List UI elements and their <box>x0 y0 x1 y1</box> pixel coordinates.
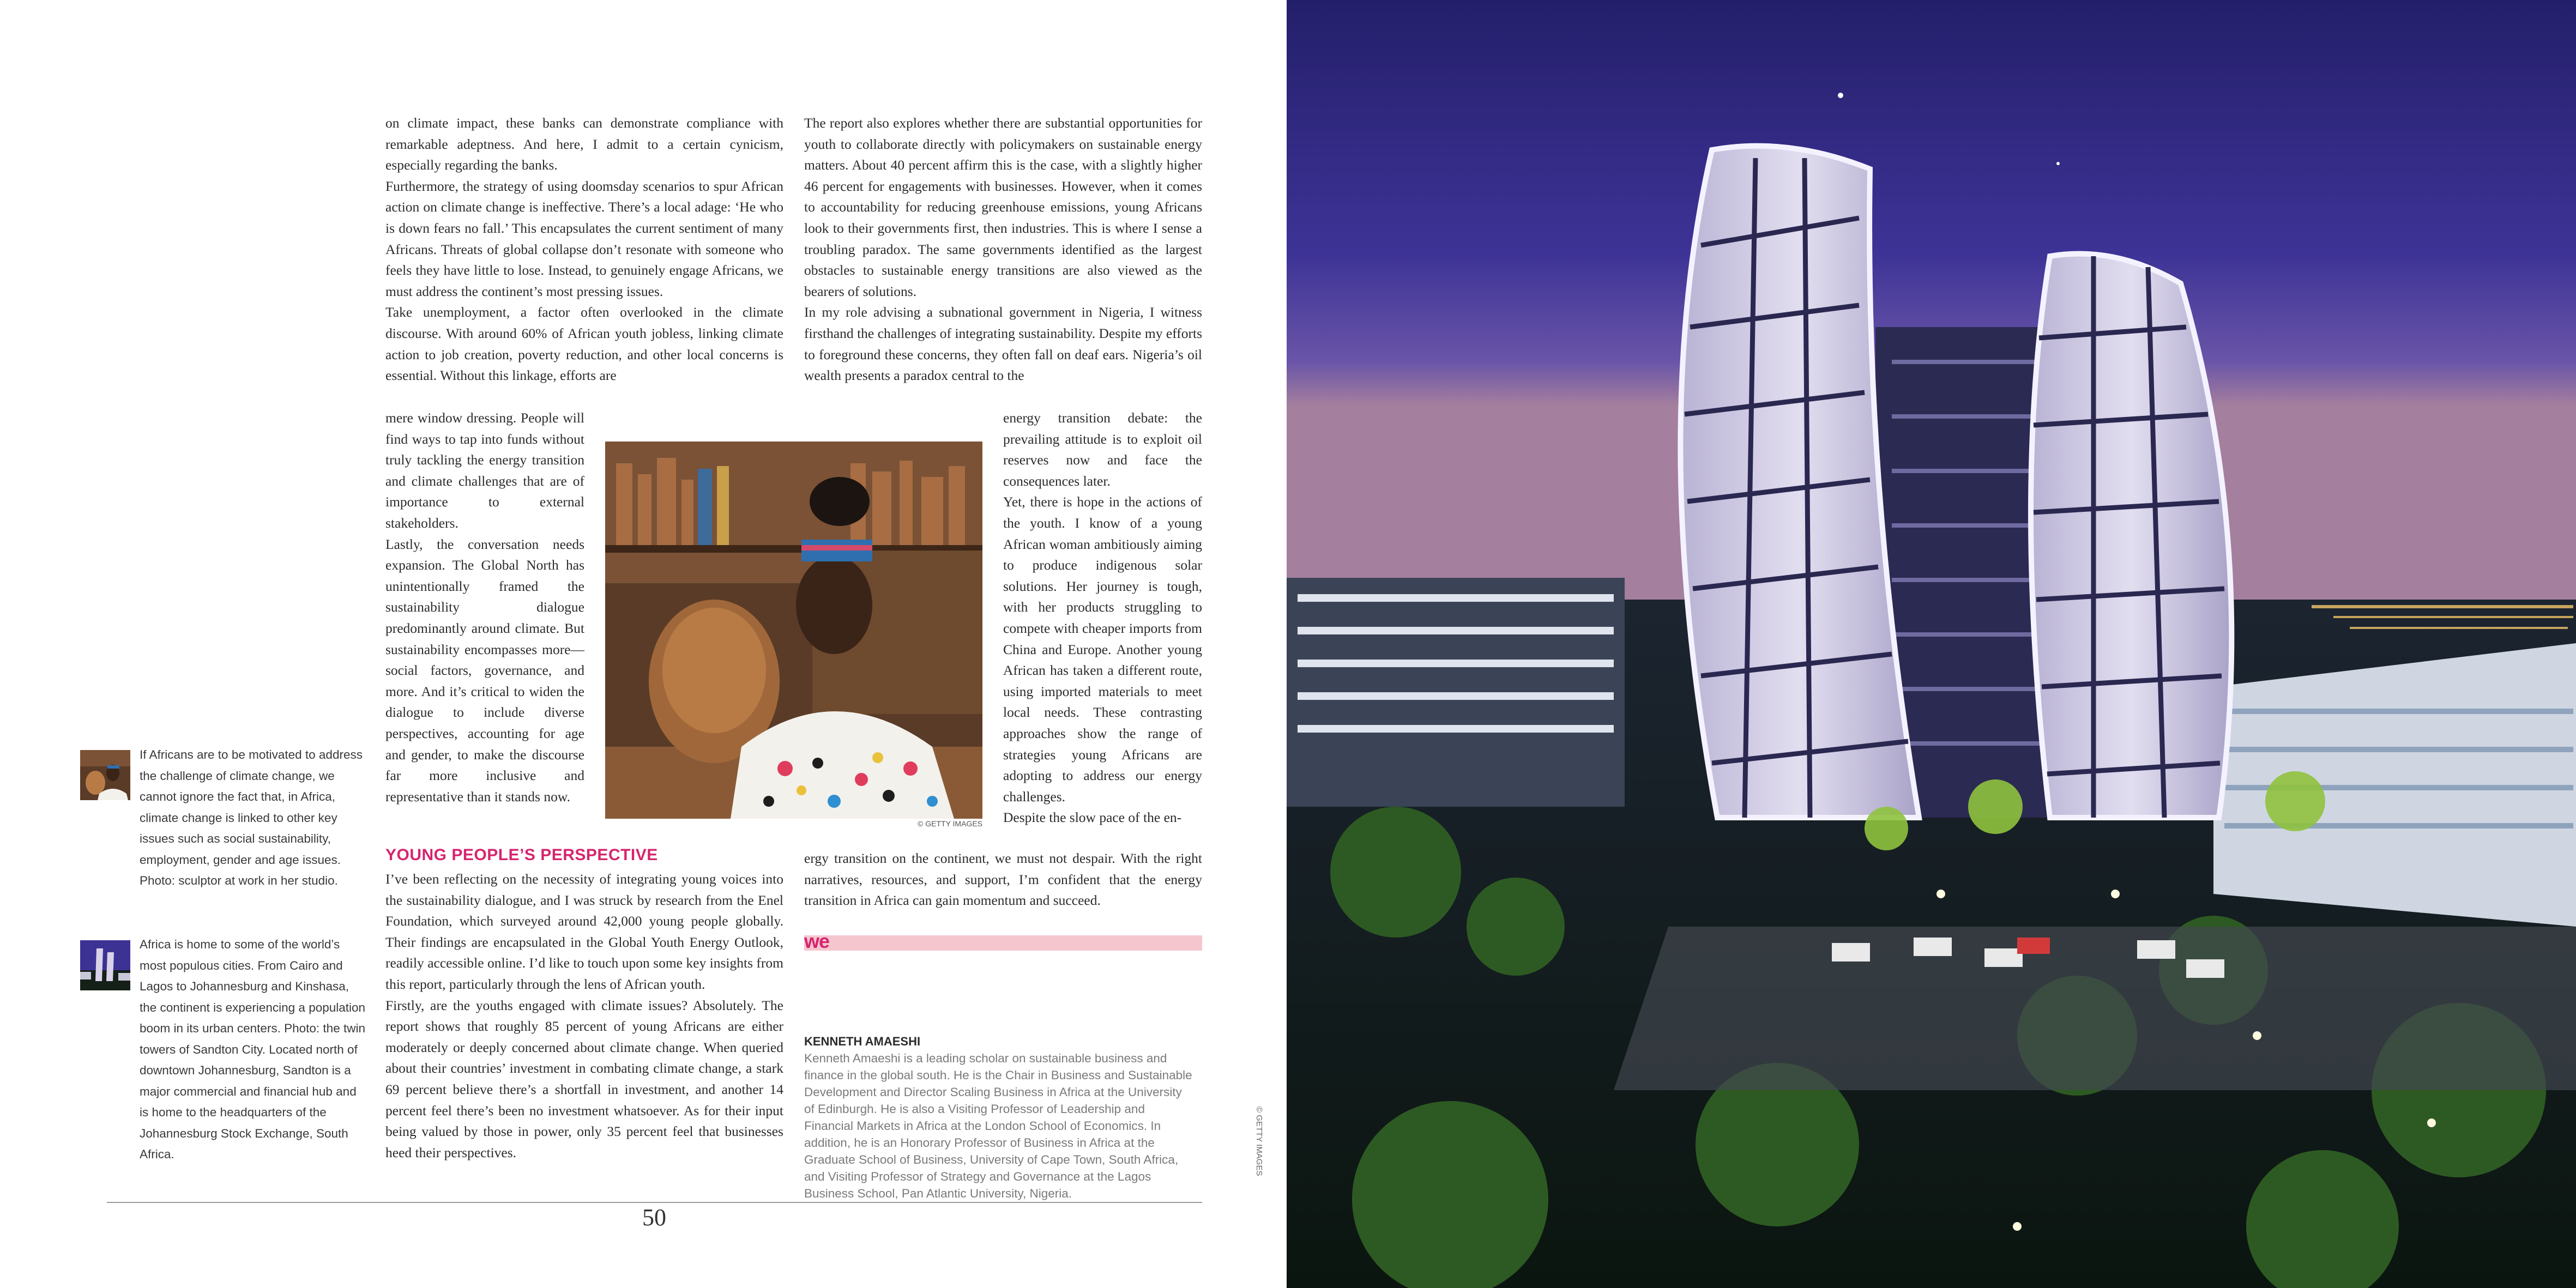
article-column-1-wrap <box>385 408 584 807</box>
footer-rule <box>107 1202 1202 1203</box>
photo-credit: © GETTY IMAGES <box>918 819 982 828</box>
paragraph: Furthermore, the strategy of using doomsday scenarios to spur African action on climate change is ineffective. There’s a local adage: ‘He who is down fears no fall.’ This encapsulates the current sentiment of many Africans. Threats of global collapse don’t resonate with someone who feels they have little to lose. Instead, to genuinely engage Africans, we must address the continent’s most pressing issues. <box>385 178 783 299</box>
sculptor-illustration <box>605 442 982 819</box>
sculptor-thumbnail-image <box>80 750 130 800</box>
we-divider-bar <box>804 935 1202 951</box>
section-heading: YOUNG PEOPLE’S PERSPECTIVE <box>385 846 658 864</box>
paragraph: mere window dressing. People will find ways to tap into funds without truly tackling the energy transition and climate challenges that are of importance to external stakeholders. <box>385 410 584 531</box>
sculptor-photo <box>605 442 982 819</box>
paragraph: Firstly, are the youths engaged with climate issues? Absolutely. The report shows that roughly 85 percent of young Africans are either moderately or deeply concerned about climate change. When queried about their countries’ investment in combating climate change, a stark 69 percent believe there’s a shortfall in investment, and another 14 percent feel there’s been no investment whatsoever. As for their input being valued by those in power, only 35 percent feel that businesses heed their perspectives. <box>385 997 783 1160</box>
paragraph: The report also explores whether there are substantial opportunities for youth to collaborate directly with policymakers on sustainable energy matters. About 40 percent affirm this is the case, with a slightly higher 46 percent for engagements with businesses. However, when it comes to accountability for reducing greenhouse emissions, young Africans look to their governments first, then industries. This is where I sense a troubling paradox. The same governments identified as the largest obstacles to sustainable energy transitions are also viewed as the bearers of solutions. <box>804 115 1202 299</box>
paragraph: energy transition debate: the prevailing attitude is to exploit oil reserves now and face the consequences later. <box>1003 410 1202 489</box>
paragraph: on climate impact, these banks can demonstrate compliance with remarkable adeptness. And here, I admit to a certain cynicism, especially regarding the banks. <box>385 115 783 173</box>
paragraph: Lastly, the conversation needs expansion. The Global North has unintentionally framed the sustainability dialogue predominantly around climate. But sustainability encompasses more—social factors, governance, and more. And it’s critical to widen the dialogue to include diverse perspectives, accounting for age and gender, to make the discourse far more inclusive and representative than it stands now. <box>385 536 584 805</box>
caption-towers: Africa is home to some of the world’s most populous cities. From Cairo and Lagos to Johannesburg and Kinshasa, the continent is experiencing a population boom in its urban centers. Photo: the twin towers of Sandton City. Located north of downtown Johannesburg, Sandton is a major commercial and financial hub and is home to the headquarters of the Johannesburg Stock Exchange, South Africa. <box>140 938 366 1161</box>
article-column-1-top <box>385 113 783 386</box>
paragraph: In my role advising a subnational government in Nigeria, I witness firsthand the challenges of integrating sustainability. Despite my efforts to foreground these concerns, they often fall on deaf ears. Nigeria’s oil wealth presents a paradox central to the <box>804 304 1202 384</box>
author-bio-text: Kenneth Amaeshi is a leading scholar on sustainable business and finance in the global south. He is the Chair in Business and Sustainable Development and Director Scaling Business in Africa at the University of Edinburgh. He is also a Visiting Professor of Leadership and Financial Markets in Africa at the London School of Economics. In addition, he is an Honorary Professor of Business in Africa at the Graduate School of Business, University of Cape Town, South Africa, and Visiting Professor of Strategy and Governance at the Lagos Business School, Pan Atlantic University, Nigeria. <box>804 1051 1192 1200</box>
right-page-photo <box>1287 0 2576 1288</box>
left-page <box>0 0 1287 1288</box>
we-logo: we <box>804 930 830 952</box>
right-photo-credit: © GETTY IMAGES <box>1254 1106 1264 1176</box>
page-number: 50 <box>642 1204 666 1231</box>
sandton-towers-illustration <box>1287 0 2576 1288</box>
paragraph: Despite the slow pace of the en- <box>1003 809 1182 826</box>
paragraph: I’ve been reflecting on the necessity of integrating young voices into the sustainability dialogue, and I was struck by research from the Enel Foundation, which surveyed around 42,000 young people globally. Their findings are encapsulated in the Global Youth Energy Outlook, readily accessible online. I’d like to touch upon some key insights from this report, particularly through the lens of African youth. <box>385 871 783 992</box>
article-column-1-bottom <box>385 869 783 1163</box>
caption-thumbnail-sculptor <box>80 750 130 800</box>
caption-thumbnail-towers <box>80 940 130 990</box>
author-name: KENNETH AMAESHI <box>804 1035 921 1048</box>
article-column-2-bottom <box>804 848 1202 911</box>
paragraph: Yet, there is hope in the actions of the youth. I know of a young African woman ambitiously aiming to produce indigenous solar solutions. Her journey is tough, with her products struggling to compete with cheaper imports from China and Europe. Another young African has taken a different route, using imported materials to meet local needs. These contrasting approaches show the range of strategies young Africans are adopting to address our energy challenges. <box>1003 494 1202 805</box>
paragraph: ergy transition on the continent, we must not despair. With the right narratives, resources, and support, I’m confident that the energy transition in Africa can gain momentum and succeed. <box>804 850 1202 909</box>
paragraph: Take unemployment, a factor often overlooked in the climate discourse. With around 60% of African youth jobless, linking climate action to job creation, poverty reduction, and other local concerns is essential. Without this linkage, efforts are <box>385 304 783 384</box>
towers-thumbnail-image <box>80 940 130 990</box>
article-column-2-wrap <box>1003 408 1202 829</box>
author-bio <box>804 1033 1194 1202</box>
caption-sculptor: If Africans are to be motivated to address the challenge of climate change, we cannot ignore the fact that, in Africa, climate change is linked to other key issues such as social sustainability, employment, gender and age issues. Photo: sculptor at work in her studio. <box>140 748 363 887</box>
article-column-2-top <box>804 113 1202 386</box>
